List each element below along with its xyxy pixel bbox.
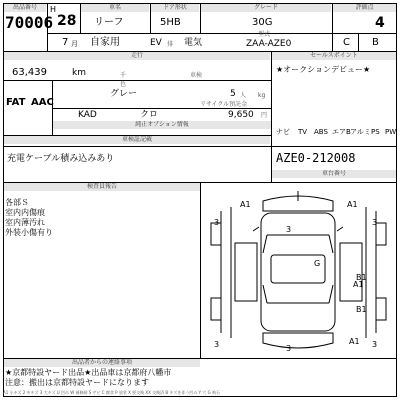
color-code-2: クロ [140,110,159,120]
recycle-unit: 円 [261,112,268,119]
recycle-deposit: 9,650 [228,110,254,120]
shift-type: 電気 [184,38,203,48]
damage-mark: A1 [349,337,360,346]
inspector-caption: 検査員報告 [4,183,200,191]
inspector-line: 室内薄汚れ [5,218,45,227]
fuel-suffix: 排 [167,41,174,48]
model-month: 7 [62,37,69,48]
option-ps: PS [371,128,380,136]
chassis-caption: 車台番号 [272,170,396,178]
option-pw: PW [385,128,397,136]
notes-text: 充電ケーブル積み込みあり [7,154,115,164]
fuel-type: EV [150,38,162,48]
damage-mark: 3 [286,225,292,234]
option-airbag: エアB [332,128,351,136]
mileage: 63,439 [12,67,47,78]
option-tv: TV [298,128,308,136]
model-year: 28 [57,13,77,29]
seller-notes-caption: 出品者からの連絡事項 [4,359,200,367]
legend-line: A1 小キズ 2 中キズ 3 大キズ U 凹み W 補修跡 S サビ C 腐食 P 塗装 X 要交換 XX 交換済 B キズを伴う凹み Y 穴 G 飛石 [3,390,220,395]
interior-score: C [343,37,350,48]
damage-mark: 3 [286,344,292,353]
door-type: 5HB [160,17,181,28]
damage-mark: B1 [356,273,367,282]
damage-mark: A1 [353,280,364,289]
grade-caption: グレード [201,4,331,12]
month-unit: 月 [71,40,78,48]
option-info-caption: 純正オプション情報 [53,121,271,129]
auction-score: 4 [375,15,385,31]
exterior-score: B [372,37,379,48]
doors-caption: ドア形状 [151,4,199,12]
option-abs: ABS [314,128,328,136]
damage-mark: B1 [356,305,367,314]
model-code-caption: 型式 [258,31,271,38]
chassis-number: AZE0-212008 [276,151,356,165]
damage-mark: A1 [347,200,358,209]
mileage-caption: 走行 [4,52,270,60]
seating-unit: 人 [240,92,247,99]
score-caption: 評価点 [333,4,396,12]
mileage-unit: km [72,68,86,78]
recycle-caption: リサイクル預託金 [200,101,248,108]
history-caption: 車検 [190,72,203,79]
body-color: グレー [110,89,138,99]
damage-mark: 3 [372,340,378,349]
mileage-unit-caption: 千 [120,72,127,79]
inspector-line: 外装小傷有り [5,228,53,237]
model-code: ZAA-AZE0 [246,39,292,49]
grade: 30G [252,17,273,28]
use-type: 自家用 [90,37,120,48]
inspection-caption: 車検証記載 [4,136,270,144]
seating-capacity: 5 [230,89,236,99]
inspector-line: 室内内傷痕 [5,208,45,217]
damage-mark: G [314,259,321,268]
weight-unit: kg [258,92,266,99]
seller-note: ★京都特設ヤード出品★出品車は京都府八幡市 [5,368,172,377]
inspector-line: 各部Ｓ [5,198,29,207]
color-caption: 色 [120,81,127,88]
damage-mark: 3 [372,218,378,227]
equipment-fat: FAT [6,97,26,108]
lot-number: 70006 [5,13,54,32]
damage-mark: 3 [214,340,220,349]
damage-mark: 3 [214,218,220,227]
option-alloy: アルミ [350,128,371,136]
car-damage-diagram [201,183,396,358]
option-nav: ナビ [276,128,290,136]
sales-point-caption: セールスポイント [272,52,396,60]
model-name: リーフ [94,17,124,28]
era: H [50,5,57,14]
seller-note: 注意：搬出は京都特設ヤードになります [5,378,149,387]
sales-point: ★オークションデビュー★ [276,65,371,74]
equipment-aac: AAC [31,97,54,108]
damage-mark: A1 [240,200,251,209]
model-caption: 車名 [81,4,149,12]
lot-caption: 出品番号 [4,4,46,12]
color-code: KAD [78,110,97,120]
